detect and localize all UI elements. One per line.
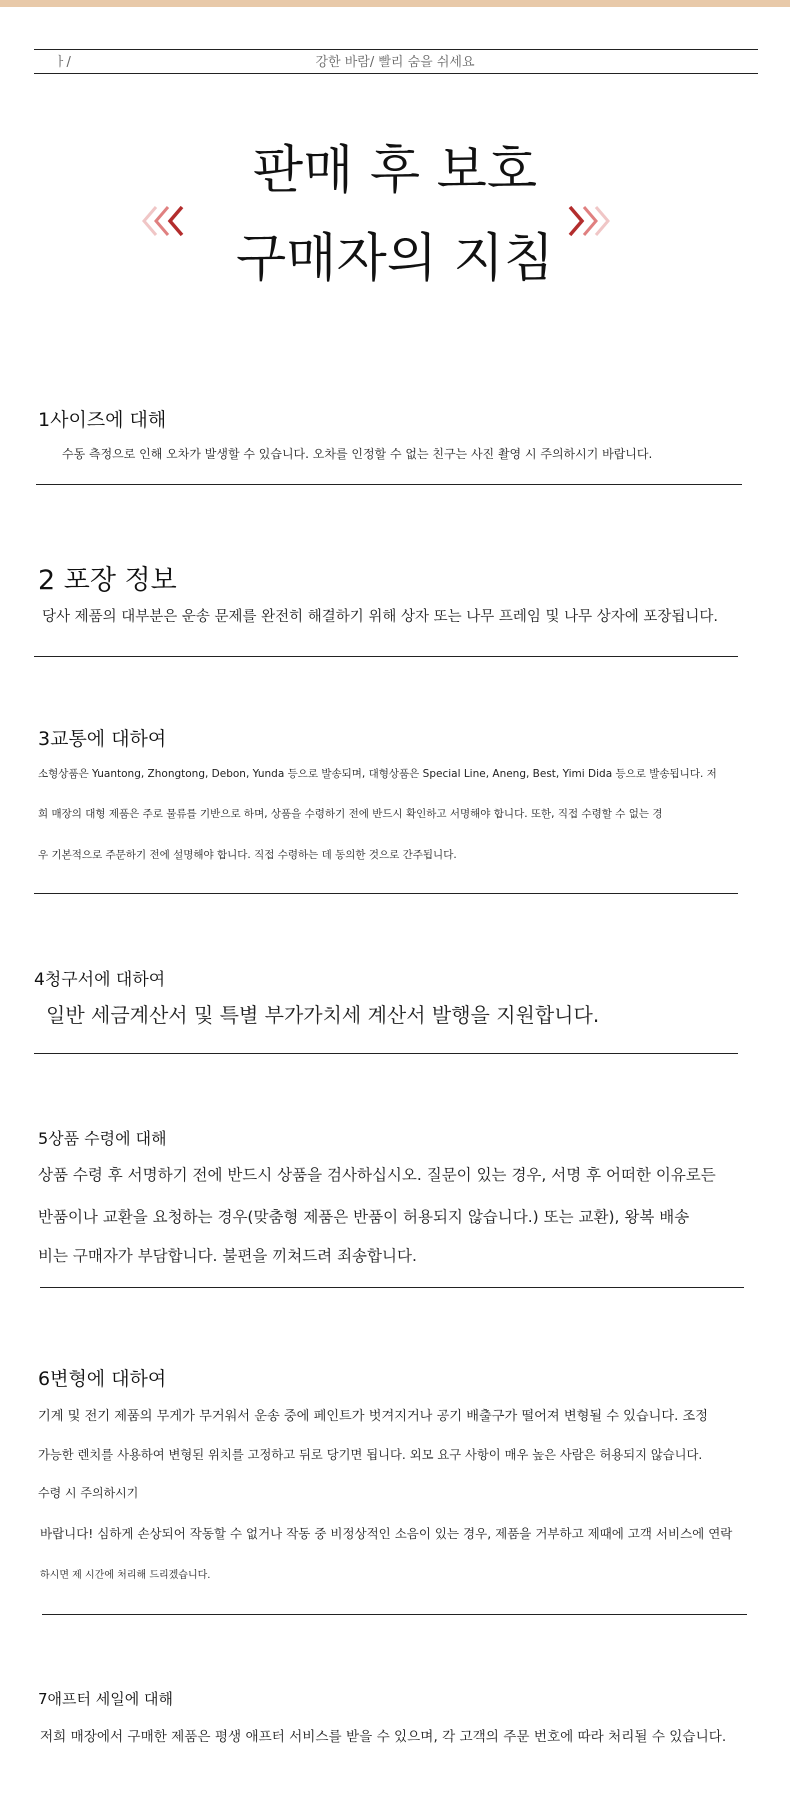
section-deformation-line: 수령 시 주의하시기 [38,1486,139,1500]
section-receipt-line: 반품이나 교환을 요청하는 경우(맞춤형 제품은 반품이 허용되지 않습니다.) 또는 교환), 왕복 배송 [38,1208,690,1226]
section-packaging-text: 당사 제품의 대부분은 운송 문제를 완전히 해결하기 위해 상자 또는 나무 프레임 및 나무 상자에 포장됩니다. [42,609,719,625]
section-aftersale-heading: 7애프터 세일에 대해 [38,1690,174,1708]
section-divider [42,1614,747,1615]
section-shipping-line: 희 매장의 대형 제품은 주로 물류를 기반으로 하며, 상품을 수령하기 전에 반드시 확인하고 서명해야 합니다. 또한, 직접 수령할 수 없는 경 [38,808,663,820]
section-size-heading: 1사이즈에 대해 [38,409,167,431]
section-divider [36,484,742,485]
section-receipt-line: 비는 구매자가 부담합니다. 불편을 끼쳐드려 죄송합니다. [38,1247,417,1265]
section-size-text: 수동 측정으로 인해 오차가 발생할 수 있습니다. 오차를 인정할 수 없는 친구는 사진 촬영 시 주의하시기 바랍니다. [62,447,653,461]
section-deformation-heading: 6변형에 대하여 [38,1368,167,1390]
section-packaging-heading: 2 포장 정보 [38,565,177,596]
section-divider [34,893,738,894]
section-receipt-heading: 5상품 수령에 대해 [38,1129,167,1148]
header-tagline: 강한 바람/ 빨리 숨을 쉬세요 [315,55,475,70]
section-shipping-line: 우 기본적으로 주문하기 전에 설명해야 합니다. 직접 수령하는 데 동의한 것으로 간주됩니다. [38,849,457,861]
chevrons-right-icon [564,203,612,239]
page-title: 판매 후 보호 [252,141,538,201]
page-subtitle: 구매자의 지침 [236,229,554,289]
section-invoice-heading: 4청구서에 대하여 [34,970,166,990]
section-shipping-line: 소형상품은 Yuantong, Zhongtong, Debon, Yunda 등으로 발송되며, 대형상품은 Special Line, Aneng, Best, Yimi Dida 등으로 발송됩니다. 저 [38,768,717,780]
section-deformation-line: 하시면 제 시간에 처리해 드리겠습니다. [40,1570,211,1581]
section-shipping-heading: 3교통에 대하여 [38,728,167,750]
header-left-mark: ㅏ/ [54,55,71,70]
section-divider [40,1287,744,1288]
top-accent-bar [0,0,790,7]
section-deformation-line: 기계 및 전기 제품의 무게가 무거워서 운송 중에 페인트가 벗겨지거나 공기 배출구가 떨어져 변형될 수 있습니다. 조정 [38,1409,708,1424]
section-deformation-line: 바랍니다! 심하게 손상되어 작동할 수 없거나 작동 중 비정상적인 소음이 있는 경우, 제품을 거부하고 제때에 고객 서비스에 연락 [40,1526,733,1541]
section-invoice-text: 일반 세금계산서 및 특별 부가가치세 계산서 발행을 지원합니다. [46,1003,600,1027]
section-deformation-line: 가능한 렌치를 사용하여 변형된 위치를 고정하고 뒤로 당기면 됩니다. 외모 요구 사항이 매우 높은 사람은 허용되지 않습니다. [38,1448,703,1462]
section-aftersale-text: 저희 매장에서 구매한 제품은 평생 애프터 서비스를 받을 수 있으며, 각 고객의 주문 번호에 따라 처리될 수 있습니다. [40,1729,727,1745]
header-bottom-rule [34,73,758,74]
chevrons-left-icon [140,203,188,239]
header-top-rule [34,49,758,50]
section-divider [34,656,738,657]
section-receipt-line: 상품 수령 후 서명하기 전에 반드시 상품을 검사하십시오. 질문이 있는 경우, 서명 후 어떠한 이유로든 [38,1166,716,1184]
section-divider [34,1053,738,1054]
